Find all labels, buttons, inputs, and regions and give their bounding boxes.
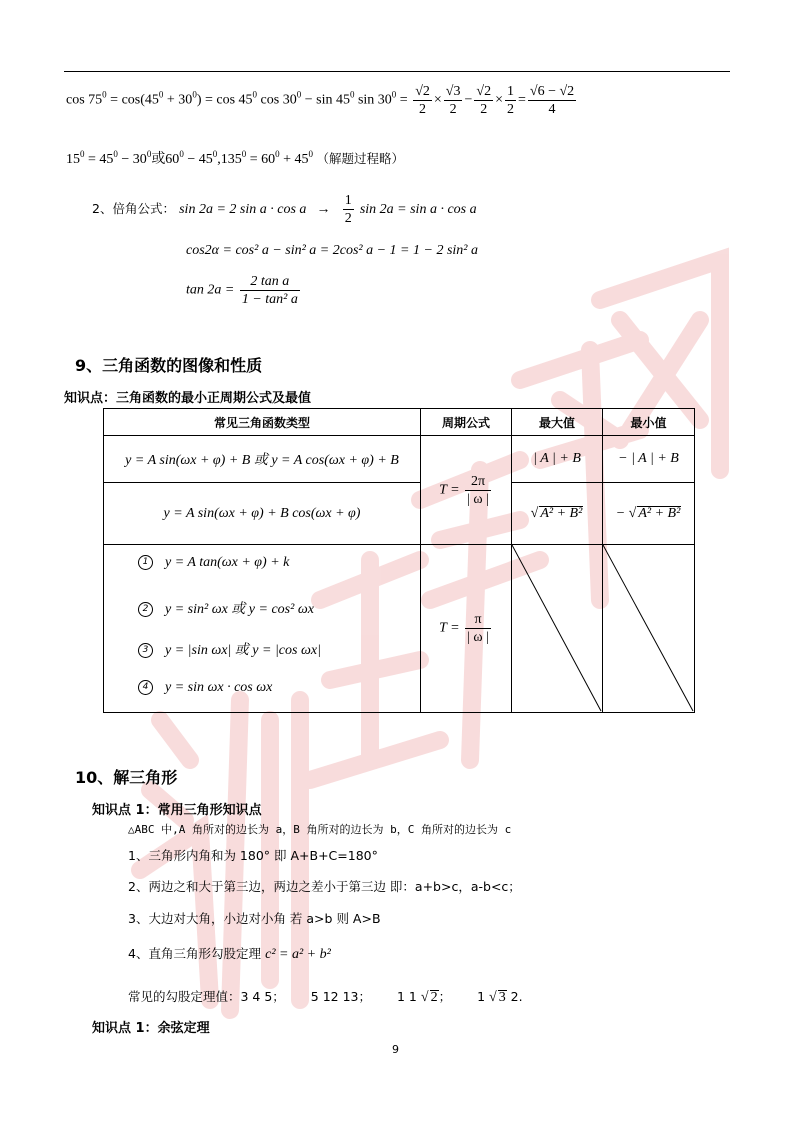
section9-title: 9、三角函数的图像和性质: [75, 356, 263, 375]
angle15-formula: $15^0 = 45^0 - 30^0$或$60^0 - 45^0,135^0 = 60^0 + 45^0$ （解题过程略）: [66, 149, 405, 167]
list-item: 3 y = |sin ωx| 或 y = |cos ωx|: [138, 639, 321, 659]
section10-kp1: 知识点 1：常用三角形知识点: [92, 803, 262, 818]
double-angle-cos: cos2α = cos² a − sin² a = 2cos² a − 1 = 1 − 2 sin² a: [186, 243, 478, 258]
row1-max: | A | + B: [512, 436, 603, 483]
row3-type-list: [104, 545, 421, 713]
row1-min: − | A | + B: [603, 436, 695, 483]
diagonal-slash-icon: [603, 545, 694, 712]
table-row: [104, 436, 695, 483]
section10-kp2: 知识点 1：余弦定理: [92, 1021, 210, 1036]
row3-max-empty: [512, 545, 603, 713]
period-cell-12: T = $\frac{2\pi}{| \omega |}$: [421, 436, 512, 545]
row3-min-empty: [603, 545, 695, 713]
page-number: 9: [392, 1043, 399, 1056]
period-cell-34: T = $\frac{\pi}{| \omega |}$: [421, 545, 512, 713]
header-period: 周期公式: [421, 409, 512, 436]
pythagorean-values: 常见的勾股定理值：3 4 5； 5 12 13； 1 1 √ 2； 1 √ 3 2.: [128, 989, 523, 1005]
row2-max: √ A² + B²: [512, 483, 603, 545]
table-header-row: [104, 409, 695, 436]
triangle-item-4: 4、直角三角形勾股定理 c² = a² + b²: [128, 946, 331, 962]
header-type: 常见三角函数类型: [104, 409, 421, 436]
trig-table: [103, 408, 695, 713]
row2-type: y = A sin(ωx + φ) + B cos(ωx + φ): [104, 483, 421, 545]
header-rule: [64, 71, 730, 72]
header-min: 最小值: [603, 409, 695, 436]
row1-type: y = A sin(ωx + φ) + B 或 y = A cos(ωx + φ) + B: [104, 436, 421, 483]
section10-title: 10、解三角形: [75, 768, 178, 787]
list-item: 1 y = A tan(ωx + φ) + k: [138, 555, 289, 571]
triangle-item-1: 1、三角形内角和为 180° 即 A+B+C=180°: [128, 848, 378, 863]
double-angle-sin: 2、倍角公式： sin 2a = 2 sin a · cos a → $\frac{1}{2}$ sin 2a = sin a · cos a: [92, 193, 477, 226]
diagonal-slash-icon: [512, 545, 602, 712]
table-row: [104, 483, 695, 545]
triangle-item-3: 3、大边对大角，小边对小角 若 a>b 则 A>B: [128, 911, 381, 926]
section9-knowledge: 知识点：三角函数的最小正周期公式及最值: [64, 391, 312, 406]
list-item: 2 y = sin² ωx 或 y = cos² ωx: [138, 598, 314, 618]
triangle-item-2: 2、两边之和大于第三边，两边之差小于第三边 即：a+b>c，a-b<c；: [128, 879, 521, 894]
header-max: 最大值: [512, 409, 603, 436]
double-angle-tan: tan 2a = $\frac{\text{2 tan a}}{\text{1 − tan² a}}$: [186, 274, 298, 307]
table-row: [104, 545, 695, 713]
list-item: 4 y = sin ωx · cos ωx: [138, 680, 272, 696]
cos75-formula: $\cos 75^0 = \cos(45^0 + 30^0) = \cos 45^0$ $\cos 30^0 - \sin 45^0$ $\sin 30^0$ = $\frac{√2}{2}$ × $\frac{√3}{2}$ − $\frac{√2}{2}$ × $\frac{1}{2}$ = $\frac{√6 - √2}{4}$: [66, 84, 575, 117]
row2-min: − √ A² + B²: [603, 483, 695, 545]
triangle-intro: △ABC 中,A 角所对的边长为 a，B 角所对的边长为 b，C 角所对的边长为 c: [128, 823, 512, 836]
